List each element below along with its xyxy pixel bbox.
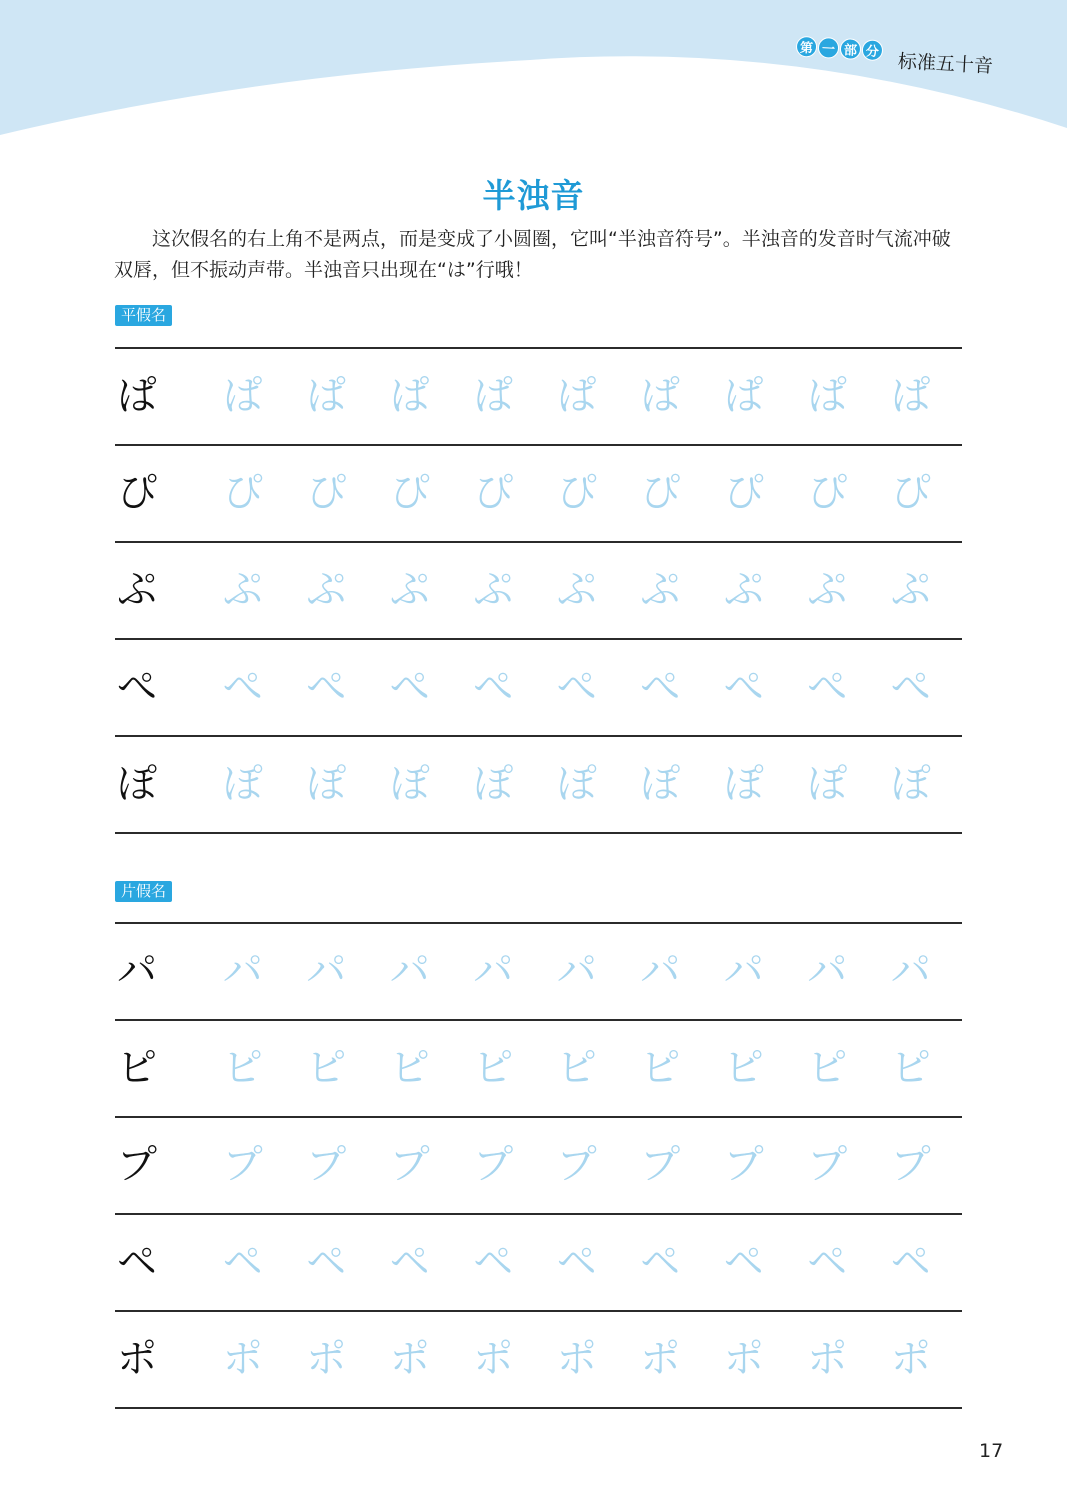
hiragana-practice-row — [115, 446, 962, 543]
katakana-trace-char: ペ — [389, 1239, 430, 1285]
hiragana-trace-char: ぷ — [473, 567, 514, 613]
hiragana-trace-char: ぱ — [222, 373, 263, 419]
hiragana-trace-char: ぽ — [473, 761, 514, 807]
hiragana-practice-row — [115, 737, 962, 834]
katakana-tag: 片假名 — [115, 881, 172, 902]
hiragana-trace-char: ぱ — [723, 373, 764, 419]
hiragana-practice-row — [115, 543, 962, 640]
katakana-trace-char: ポ — [556, 1336, 597, 1382]
katakana-trace-char: ポ — [222, 1336, 263, 1382]
hiragana-trace-char: ぽ — [807, 761, 848, 807]
intro-paragraph — [114, 224, 964, 286]
hiragana-trace-char: ぺ — [389, 664, 430, 710]
hiragana-trace-char: ぴ — [473, 470, 514, 516]
hiragana-trace-char: ぱ — [556, 373, 597, 419]
katakana-trace-char: パ — [640, 948, 681, 994]
badge-char: 第 — [796, 36, 818, 58]
hiragana-trace-char: ぺ — [807, 664, 848, 710]
katakana-trace-char: ピ — [306, 1045, 347, 1091]
katakana-trace-char: プ — [640, 1142, 681, 1188]
katakana-practice-row — [115, 924, 962, 1021]
katakana-practice-row — [115, 1021, 962, 1118]
katakana-trace-char: ペ — [640, 1239, 681, 1285]
hiragana-trace-char: ぺ — [306, 664, 347, 710]
hiragana-trace-char: ぴ — [723, 470, 764, 516]
hiragana-trace-char: ぷ — [807, 567, 848, 613]
hiragana-trace-char: ぽ — [389, 761, 430, 807]
hiragana-trace-char: ぽ — [222, 761, 263, 807]
hiragana-trace-char: ぴ — [306, 470, 347, 516]
katakana-trace-char: プ — [389, 1142, 430, 1188]
katakana-trace-char: ペ — [556, 1239, 597, 1285]
katakana-trace-char: パ — [890, 948, 931, 994]
badge-char: 一 — [817, 37, 839, 59]
hiragana-model-char: ぷ — [117, 567, 157, 613]
hiragana-trace-char: ぷ — [306, 567, 347, 613]
katakana-trace-char: ポ — [723, 1336, 764, 1382]
katakana-trace-char: ポ — [890, 1336, 931, 1382]
katakana-trace-char: プ — [306, 1142, 347, 1188]
katakana-trace-char: プ — [556, 1142, 597, 1188]
katakana-practice-row — [115, 1312, 962, 1409]
hiragana-trace-char: ぴ — [890, 470, 931, 516]
hiragana-trace-char: ぷ — [389, 567, 430, 613]
hiragana-trace-char: ぷ — [723, 567, 764, 613]
hiragana-trace-char: ぽ — [306, 761, 347, 807]
hiragana-trace-char: ぱ — [306, 373, 347, 419]
hiragana-trace-char: ぴ — [222, 470, 263, 516]
hiragana-model-char: ぽ — [117, 761, 157, 807]
hiragana-trace-char: ぱ — [473, 373, 514, 419]
hiragana-trace-char: ぽ — [890, 761, 931, 807]
hiragana-model-char: ぺ — [117, 664, 157, 710]
katakana-trace-char: ポ — [473, 1336, 514, 1382]
page-number: 17 — [979, 1440, 1004, 1462]
katakana-model-char: ピ — [117, 1045, 157, 1091]
katakana-trace-char: ピ — [556, 1045, 597, 1091]
katakana-trace-char: ピ — [389, 1045, 430, 1091]
hiragana-trace-char: ぺ — [640, 664, 681, 710]
katakana-trace-char: パ — [222, 948, 263, 994]
hiragana-trace-char: ぷ — [556, 567, 597, 613]
hiragana-trace-char: ぱ — [389, 373, 430, 419]
hiragana-trace-char: ぱ — [640, 373, 681, 419]
page-title: 半浊音 — [482, 176, 585, 215]
hiragana-trace-char: ぱ — [890, 373, 931, 419]
katakana-trace-char: パ — [807, 948, 848, 994]
hiragana-trace-char: ぱ — [807, 373, 848, 419]
katakana-trace-char: ピ — [807, 1045, 848, 1091]
katakana-trace-char: ペ — [807, 1239, 848, 1285]
katakana-trace-char: ペ — [890, 1239, 931, 1285]
badge-char: 部 — [839, 38, 861, 60]
hiragana-trace-char: ぷ — [640, 567, 681, 613]
katakana-trace-char: ペ — [723, 1239, 764, 1285]
katakana-trace-char: パ — [723, 948, 764, 994]
katakana-practice-grid — [115, 922, 962, 1409]
katakana-model-char: ペ — [117, 1239, 157, 1285]
hiragana-practice-row — [115, 640, 962, 737]
hiragana-trace-char: ぺ — [473, 664, 514, 710]
badge-char: 分 — [861, 39, 883, 61]
hiragana-tag: 平假名 — [115, 305, 172, 326]
katakana-practice-row — [115, 1215, 962, 1312]
katakana-trace-char: ピ — [222, 1045, 263, 1091]
katakana-trace-char: プ — [222, 1142, 263, 1188]
hiragana-trace-char: ぺ — [556, 664, 597, 710]
hiragana-trace-char: ぽ — [640, 761, 681, 807]
hiragana-practice-grid — [115, 347, 962, 834]
katakana-trace-char: ピ — [640, 1045, 681, 1091]
katakana-trace-char: ピ — [473, 1045, 514, 1091]
katakana-trace-char: パ — [389, 948, 430, 994]
katakana-trace-char: パ — [306, 948, 347, 994]
intro-text: 这次假名的右上角不是两点，而是变成了小圆圈，它叫“半浊音符号”。半浊音的发音时气流冲破双唇，但不振动声带。半浊音只出现在“は”行哦！ — [114, 228, 951, 281]
hiragana-practice-row — [115, 349, 962, 446]
hiragana-trace-char: ぺ — [222, 664, 263, 710]
hiragana-trace-char: ぺ — [890, 664, 931, 710]
katakana-trace-char: プ — [807, 1142, 848, 1188]
hiragana-trace-char: ぴ — [640, 470, 681, 516]
hiragana-trace-char: ぴ — [389, 470, 430, 516]
katakana-trace-char: ペ — [473, 1239, 514, 1285]
hiragana-trace-char: ぽ — [556, 761, 597, 807]
katakana-model-char: パ — [117, 948, 157, 994]
hiragana-trace-char: ぷ — [890, 567, 931, 613]
katakana-practice-row — [115, 1118, 962, 1215]
katakana-model-char: ポ — [117, 1336, 157, 1382]
katakana-trace-char: プ — [890, 1142, 931, 1188]
hiragana-model-char: ぴ — [117, 470, 157, 516]
hiragana-trace-char: ぷ — [222, 567, 263, 613]
section-title: 标准五十音 — [897, 50, 994, 78]
katakana-trace-char: ポ — [807, 1336, 848, 1382]
katakana-trace-char: パ — [556, 948, 597, 994]
hiragana-trace-char: ぺ — [723, 664, 764, 710]
hiragana-trace-char: ぽ — [723, 761, 764, 807]
katakana-trace-char: パ — [473, 948, 514, 994]
katakana-trace-char: ペ — [306, 1239, 347, 1285]
hiragana-model-char: ぱ — [117, 373, 157, 419]
hiragana-trace-char: ぴ — [556, 470, 597, 516]
katakana-trace-char: プ — [473, 1142, 514, 1188]
katakana-trace-char: ポ — [389, 1336, 430, 1382]
hiragana-trace-char: ぴ — [807, 470, 848, 516]
katakana-model-char: プ — [117, 1142, 157, 1188]
katakana-trace-char: ピ — [890, 1045, 931, 1091]
katakana-trace-char: プ — [723, 1142, 764, 1188]
katakana-trace-char: ポ — [306, 1336, 347, 1382]
katakana-trace-char: ペ — [222, 1239, 263, 1285]
katakana-trace-char: ポ — [640, 1336, 681, 1382]
katakana-trace-char: ピ — [723, 1045, 764, 1091]
